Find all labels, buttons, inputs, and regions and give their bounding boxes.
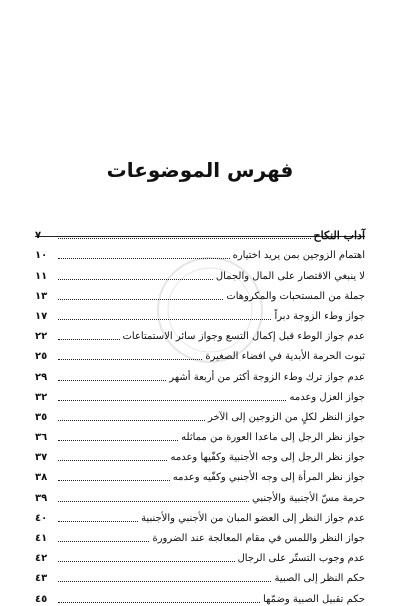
toc-leader-dots bbox=[58, 601, 260, 603]
toc-entry-title: جملة من المستحبات والمكروهات bbox=[226, 290, 365, 302]
toc-entry-title: جواز نظر المرأة إلى وجه الأجنبي وكفّيه وعدمه bbox=[172, 472, 365, 484]
toc-entry bbox=[35, 484, 365, 504]
toc-entry bbox=[35, 545, 365, 565]
toc-entry bbox=[35, 323, 365, 343]
toc-leader-dots bbox=[58, 399, 286, 401]
toc-entry bbox=[35, 303, 365, 323]
toc-entry-page: ٣٢ bbox=[35, 391, 48, 403]
toc-entry bbox=[35, 283, 365, 303]
toc-entry-title: آداب النكاح bbox=[313, 229, 365, 243]
toc-entry bbox=[35, 525, 365, 545]
toc-leader-dots bbox=[58, 419, 205, 421]
toc-entry-page: ٣٥ bbox=[35, 411, 48, 423]
toc-leader-dots bbox=[58, 237, 311, 239]
toc-entry-title: عدم جواز ترك وطء الزوجة أكثر من أربعة أشهر bbox=[169, 371, 365, 383]
toc-entry bbox=[35, 464, 365, 484]
toc-entry bbox=[35, 424, 365, 444]
toc-entry-page: ٧ bbox=[35, 230, 42, 242]
toc-entry-title: حكم تقبيل الصبية وضمّها bbox=[263, 593, 365, 605]
toc-leader-dots bbox=[58, 459, 167, 461]
toc-entry-page: ٢٥ bbox=[35, 351, 48, 363]
toc-entry bbox=[35, 404, 365, 424]
toc-entry-title: عدم جواز النظر إلى العضو المبان من الأجنبي والأجنبية bbox=[141, 512, 365, 524]
toc-entry bbox=[35, 222, 365, 242]
toc-entry-page: ٤٠ bbox=[35, 512, 48, 524]
toc-leader-dots bbox=[58, 257, 230, 259]
toc-entry bbox=[35, 444, 365, 464]
toc-leader-dots bbox=[58, 338, 120, 340]
toc-leader-dots bbox=[58, 278, 213, 280]
toc-entry-page: ٣٧ bbox=[35, 452, 48, 464]
toc-entry-page: ٤١ bbox=[35, 533, 48, 544]
toc-entry-page: ٤٣ bbox=[35, 573, 48, 585]
toc-entry bbox=[35, 565, 365, 585]
toc-entry-title: جواز نظر الرجل إلى ماعدا العورة من مماثله bbox=[181, 432, 365, 444]
toc-leader-dots bbox=[58, 298, 223, 300]
toc-entry-page: ٤٢ bbox=[35, 553, 48, 565]
toc-leader-dots bbox=[58, 439, 178, 441]
toc-entry-title: لا ينبغي الاقتصار على المال والجمال bbox=[215, 270, 365, 282]
table-of-contents bbox=[35, 222, 365, 606]
toc-leader-dots bbox=[58, 580, 271, 582]
toc-entry-page: ٢٩ bbox=[35, 371, 48, 383]
toc-entry-title: عدم وجوب التستّر على الرجال bbox=[237, 553, 365, 565]
toc-leader-dots bbox=[58, 520, 138, 522]
toc-entry-title: جواز النظر لكلٍ من الزوجين إلى الآخر bbox=[207, 411, 365, 423]
toc-entry bbox=[35, 384, 365, 404]
toc-entry-title: جواز نظر الرجل إلى وجه الأجنبية وكفّيها وعدمه bbox=[170, 452, 365, 464]
toc-leader-dots bbox=[58, 500, 249, 502]
toc-entry-page: ٢٢ bbox=[35, 331, 48, 343]
toc-entry-page: ٣٨ bbox=[35, 472, 48, 484]
toc-leader-dots bbox=[58, 479, 170, 481]
toc-entry-title: جواز العزل وعدمه bbox=[289, 391, 365, 403]
toc-entry-title: جواز النظر واللمس في مقام المعالجة عند الضرورة bbox=[152, 533, 365, 544]
toc-entry-title: اهتمام الزوجين بمن يريد اختياره bbox=[232, 250, 365, 262]
toc-leader-dots bbox=[58, 318, 271, 320]
toc-entry bbox=[35, 505, 365, 525]
toc-leader-dots bbox=[58, 379, 166, 381]
toc-entry-page: ٣٩ bbox=[35, 492, 48, 504]
toc-entry-page: ١١ bbox=[35, 270, 48, 282]
toc-entry bbox=[35, 343, 365, 363]
toc-leader-dots bbox=[58, 540, 149, 542]
toc-entry-title: عدم جواز الوطء قبل إكمال التسع وجواز سائر الاستمتاعات bbox=[122, 331, 365, 343]
toc-entry-title: جواز وطء الزوجة دبراً bbox=[274, 310, 365, 322]
toc-entry bbox=[35, 262, 365, 282]
toc-leader-dots bbox=[58, 358, 202, 360]
toc-entry bbox=[35, 363, 365, 383]
toc-entry-page: ٣٦ bbox=[35, 432, 48, 444]
toc-entry-title: ثبوت الحرمة الأبدية في افضاء الصغيرة bbox=[205, 351, 365, 363]
toc-entry-page: ٤٥ bbox=[35, 593, 48, 605]
toc-leader-dots bbox=[58, 560, 235, 562]
page-title: فهرس الموضوعات bbox=[106, 158, 294, 182]
toc-entry-title: حكم النظر إلى الصبية bbox=[274, 573, 365, 585]
toc-entry-page: ١٧ bbox=[35, 310, 48, 322]
toc-entry-title: حرمة مسّ الأجنبية والأجنبي bbox=[252, 492, 365, 504]
toc-entry bbox=[35, 242, 365, 262]
toc-entry bbox=[35, 585, 365, 605]
toc-entry-page: ١٠ bbox=[35, 250, 48, 262]
toc-entry-page: ١٣ bbox=[35, 290, 48, 302]
